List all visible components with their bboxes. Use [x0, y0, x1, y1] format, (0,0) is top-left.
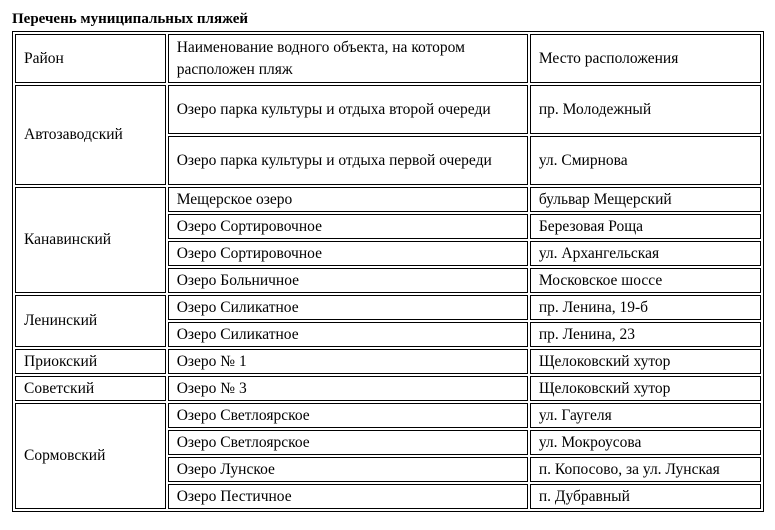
location-cell: ул. Мокроусова: [530, 430, 761, 455]
location-cell: ул. Смирнова: [530, 136, 761, 185]
header-location: Место расположения: [530, 34, 761, 83]
water-object-cell: Озеро парка культуры и отдыха первой очереди: [168, 136, 528, 185]
district-cell: Сормовский: [15, 403, 166, 509]
water-object-cell: Озеро Лунское: [168, 457, 528, 482]
header-district: Район: [15, 34, 166, 83]
district-cell: Канавинский: [15, 187, 166, 293]
water-object-cell: Мещерское озеро: [168, 187, 528, 212]
water-object-cell: Озеро парка культуры и отдыха второй очереди: [168, 85, 528, 134]
location-cell: Московское шоссе: [530, 268, 761, 293]
district-cell: Автозаводский: [15, 85, 166, 185]
location-cell: ул. Архангельская: [530, 241, 761, 266]
location-cell: п. Дубравный: [530, 484, 761, 509]
location-cell: п. Копосово, за ул. Лунская: [530, 457, 761, 482]
location-cell: Щелоковский хутор: [530, 349, 761, 374]
table-row: [15, 187, 761, 212]
water-object-cell: Озеро Пестичное: [168, 484, 528, 509]
table-row: [15, 295, 761, 320]
beaches-table: [12, 31, 764, 512]
location-cell: пр. Ленина, 19-б: [530, 295, 761, 320]
table-row: [15, 376, 761, 401]
location-cell: ул. Гаугеля: [530, 403, 761, 428]
header-water-object: Наименование водного объекта, на котором расположен пляж: [168, 34, 528, 83]
location-cell: пр. Ленина, 23: [530, 322, 761, 347]
district-cell: Приокский: [15, 349, 166, 374]
table-row: [15, 403, 761, 428]
page-title: Перечень муниципальных пляжей: [12, 11, 249, 27]
water-object-cell: Озеро № 1: [168, 349, 528, 374]
district-cell: Ленинский: [15, 295, 166, 347]
water-object-cell: Озеро Светлоярское: [168, 430, 528, 455]
water-object-cell: Озеро Сортировочное: [168, 214, 528, 239]
water-object-cell: Озеро № 3: [168, 376, 528, 401]
location-cell: Щелоковский хутор: [530, 376, 761, 401]
water-object-cell: Озеро Сортировочное: [168, 241, 528, 266]
water-object-cell: Озеро Больничное: [168, 268, 528, 293]
table-row: [15, 349, 761, 374]
location-cell: бульвар Мещерский: [530, 187, 761, 212]
table-header-row: [15, 34, 761, 83]
water-object-cell: Озеро Светлоярское: [168, 403, 528, 428]
water-object-cell: Озеро Силикатное: [168, 322, 528, 347]
water-object-cell: Озеро Силикатное: [168, 295, 528, 320]
location-cell: Березовая Роща: [530, 214, 761, 239]
location-cell: пр. Молодежный: [530, 85, 761, 134]
district-cell: Советский: [15, 376, 166, 401]
table-row: [15, 85, 761, 134]
